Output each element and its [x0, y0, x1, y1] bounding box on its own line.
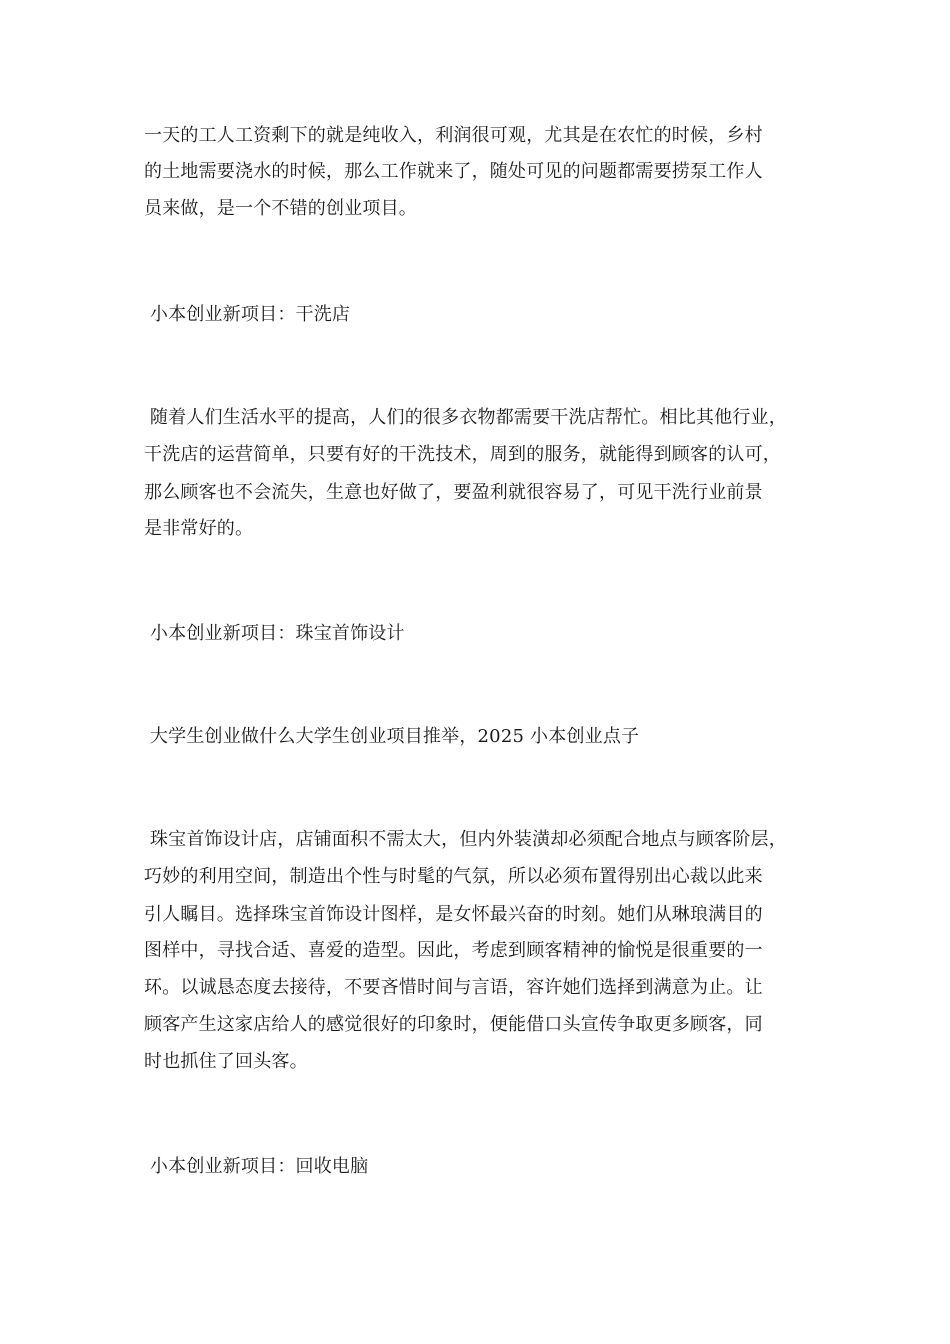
- section-heading-student-startup: 大学生创业做什么大学生创业项目推举，2025 小本创业点子: [144, 726, 640, 747]
- section-heading-jewelry-design: 小本创业新项目：珠宝首饰设计: [144, 623, 405, 644]
- section-heading-computer-recycling: 小本创业新项目：回收电脑: [144, 1156, 369, 1177]
- paragraph-3-line-1: 珠宝首饰设计店，店铺面积不需太大，但内外装潢却必须配合地点与顾客阶层，: [144, 829, 787, 850]
- paragraph-3-line-7: 时也抓住了回头客。: [144, 1051, 308, 1072]
- paragraph-3-line-6: 顾客产生这家店给人的感觉很好的印象时，便能借口头宣传争取更多顾客，同: [144, 1014, 763, 1035]
- section-heading-dry-cleaning: 小本创业新项目：干洗店: [144, 304, 351, 325]
- paragraph-2-line-1: 随着人们生活水平的提高，人们的很多衣物都需要干洗店帮忙。相比其他行业，: [144, 407, 787, 428]
- paragraph-2-line-3: 那么顾客也不会流失，生意也好做了，要盈利就很容易了，可见干洗行业前景: [144, 482, 763, 503]
- paragraph-1-line-3: 员来做，是一个不错的创业项目。: [144, 198, 417, 219]
- paragraph-3-line-4: 图样中，寻找合适、喜爱的造型。因此，考虑到顾客精神的愉悦是很重要的一: [144, 940, 763, 961]
- paragraph-3-line-2: 巧妙的利用空间，制造出个性与时髦的气氛，所以必须布置得别出心裁以此来: [144, 866, 763, 887]
- paragraph-1-line-2: 的土地需要浇水的时候，那么工作就来了，随处可见的问题都需要捞泵工作人: [144, 161, 763, 182]
- paragraph-1-line-1: 一天的工人工资剩下的就是纯收入，利润很可观，尤其是在农忙的时候，乡村: [144, 125, 763, 146]
- paragraph-2-line-4: 是非常好的。: [144, 518, 254, 539]
- paragraph-3-line-3: 引人瞩目。选择珠宝首饰设计图样，是女怀最兴奋的时刻。她们从琳琅满目的: [144, 904, 763, 925]
- paragraph-3-line-5: 环。以诚恳态度去接待，不要吝惜时间与言语，容许她们选择到满意为止。让: [144, 977, 763, 998]
- paragraph-2-line-2: 干洗店的运营简单，只要有好的干洗技术，周到的服务，就能得到顾客的认可，: [144, 444, 781, 465]
